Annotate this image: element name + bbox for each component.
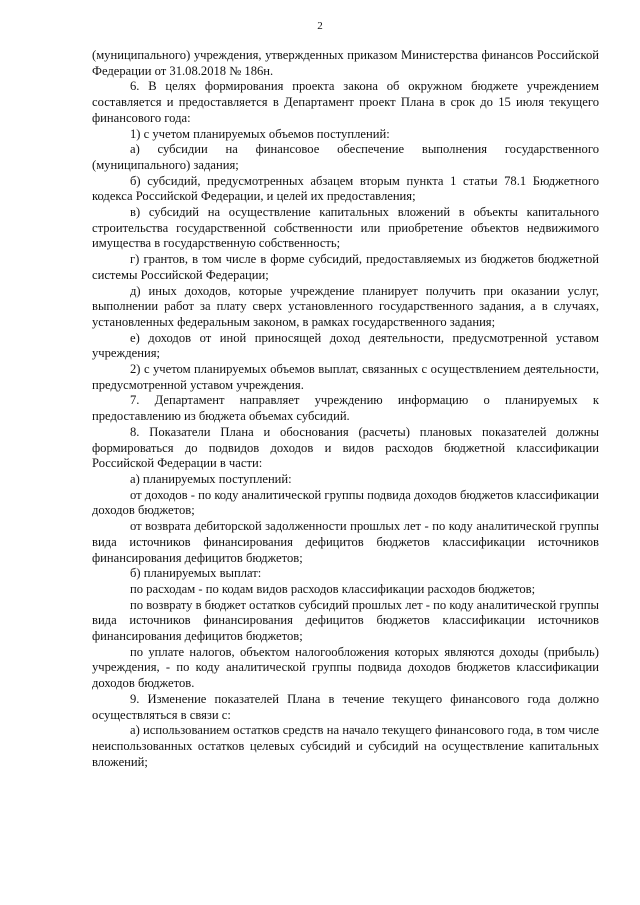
document-body [92, 48, 599, 770]
paragraph: по расходам - по кодам видов расходов классификации расходов бюджетов; [130, 581, 536, 596]
paragraph: б) субсидий, предусмотренных абзацем вторым пункта 1 статьи 78.1 Бюджетного кодекса Российской Федерации, и целей их предоставления; [92, 173, 599, 204]
paragraph: б) планируемых выплат: [130, 566, 262, 581]
paragraph: г) грантов, в том числе в форме субсидий, предоставляемых из бюджетов бюджетной системы Российской Федерации; [92, 252, 599, 282]
paragraph: а) использованием остатков средств на начало текущего финансового года, в том числе неиспользованных остатков целевых субсидий и субсидий на осуществление капитальных вложений; [92, 723, 599, 769]
paragraph: 2) с учетом планируемых объемов выплат, связанных с осуществлением деятельности, предусмотренной уставом учреждения. [92, 362, 599, 392]
paragraph: в) субсидий на осуществление капитальных вложений в объекты капитального строительства государственной собственности или приобретение объектов недвижимого имущества в государственную собственность; [92, 205, 599, 251]
paragraph: от возврата дебиторской задолженности прошлых лет - по коду аналитической группы вида источников финансирования дефицитов бюджетов классификации источников финансирования дефицитов бюджетов; [92, 519, 599, 565]
paragraph: по возврату в бюджет остатков субсидий прошлых лет - по коду аналитической группы вида источников финансирования дефицитов бюджетов классификации источников финансирования дефицитов бюджетов; [92, 597, 599, 644]
paragraph: 6. В целях формирования проекта закона об окружном бюджете учреждением составляется и предоставляется в Департамент проект Плана в срок до 15 июля текущего финансового года: [92, 79, 599, 125]
paragraph: а) планируемых поступлений: [130, 471, 292, 486]
paragraph: 7. Департамент направляет учреждению информацию о планируемых к предоставлению из бюджета объемах субсидий. [92, 393, 599, 424]
paragraph: (муниципального) учреждения, утвержденных приказом Министерства финансов Российской Федерации от 31.08.2018 № 186н. [92, 48, 599, 78]
paragraph: е) доходов от иной приносящей доход деятельности, предусмотренной уставом учреждения; [92, 330, 599, 361]
paragraph: а) субсидии на финансовое обеспечение выполнения государственного (муниципального) задания; [92, 142, 599, 172]
paragraph: от доходов - по коду аналитической группы подвида доходов бюджетов классификации доходов бюджетов; [92, 487, 599, 518]
paragraph: 9. Изменение показателей Плана в течение текущего финансового года должно осуществляться в связи с: [92, 691, 599, 722]
paragraph: 8. Показатели Плана и обоснования (расчеты) плановых показателей должны формироваться до подвидов доходов и видов расходов бюджетной классификации Российской Федерации в части: [92, 424, 599, 471]
paragraph: 1) с учетом планируемых объемов поступлений: [130, 126, 390, 141]
paragraph: по уплате налогов, объектом налогообложения которых являются доходы (прибыль) учреждения, - по коду аналитической группы подвида доходов бюджетов классификации доходов бюджетов. [92, 644, 599, 691]
paragraph: д) иных доходов, которые учреждение планирует получить при оказании услуг, выполнении работ за плату сверх установленного государственного задания, а в случаях, установленных федеральным законом, в рамках государственного задания; [92, 283, 599, 329]
page-number: 2 [317, 20, 323, 32]
